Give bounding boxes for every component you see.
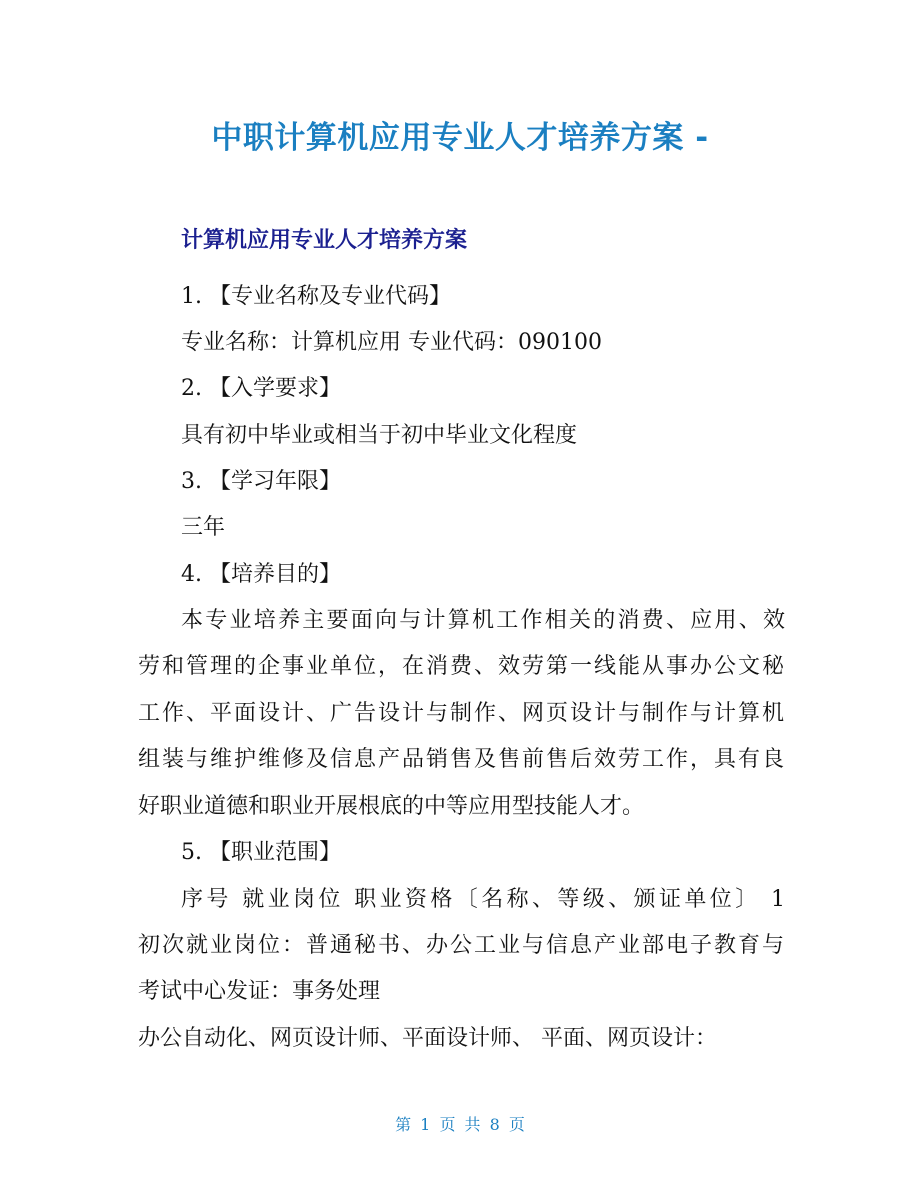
table-header-line: 序号 就业岗位 职业资格〔名称、等级、颁证单位〕 1 (181, 887, 785, 912)
page-footer: 第 1 页 共 8 页 (395, 1115, 525, 1134)
section-heading-5: 5. 【职业范围】 (181, 840, 341, 865)
paragraph-line: 三年 (181, 515, 226, 540)
section-heading-4: 4. 【培养目的】 (181, 562, 341, 587)
paragraph-line: 具有初中毕业或相当于初中毕业文化程度 (181, 423, 578, 448)
paragraph-line: 工作、平面设计、广告设计与制作、网页设计与制作与计算机 (138, 701, 784, 726)
document-title: 中职计算机应用专业人才培养方案 - (211, 120, 709, 156)
paragraph-line: 初次就业岗位：普通秘书、办公工业与信息产业部电子教育与 (138, 933, 784, 958)
paragraph-line: 好职业道德和职业开展根底的中等应用型技能人才。 (138, 794, 645, 819)
paragraph-line: 本专业培养主要面向与计算机工作相关的消费、应用、效 (181, 608, 785, 633)
paragraph-line: 组装与维护维修及信息产品销售及售前售后效劳工作，具有良 (138, 747, 784, 772)
paragraph-line: 考试中心发证：事务处理 (138, 979, 381, 1004)
paragraph-line: 专业名称：计算机应用 专业代码：090100 (181, 330, 602, 355)
section-heading-2: 2. 【入学要求】 (181, 376, 341, 401)
section-heading-3: 3. 【学习年限】 (181, 469, 341, 494)
paragraph-line: 办公自动化、网页设计师、平面设计师、 平面、网页设计： (138, 1026, 717, 1051)
document-subtitle: 计算机应用专业人才培养方案 (181, 228, 468, 253)
section-heading-1: 1. 【专业名称及专业代码】 (181, 284, 451, 309)
paragraph-line: 劳和管理的企事业单位，在消费、效劳第一线能从事办公文秘 (138, 654, 784, 679)
